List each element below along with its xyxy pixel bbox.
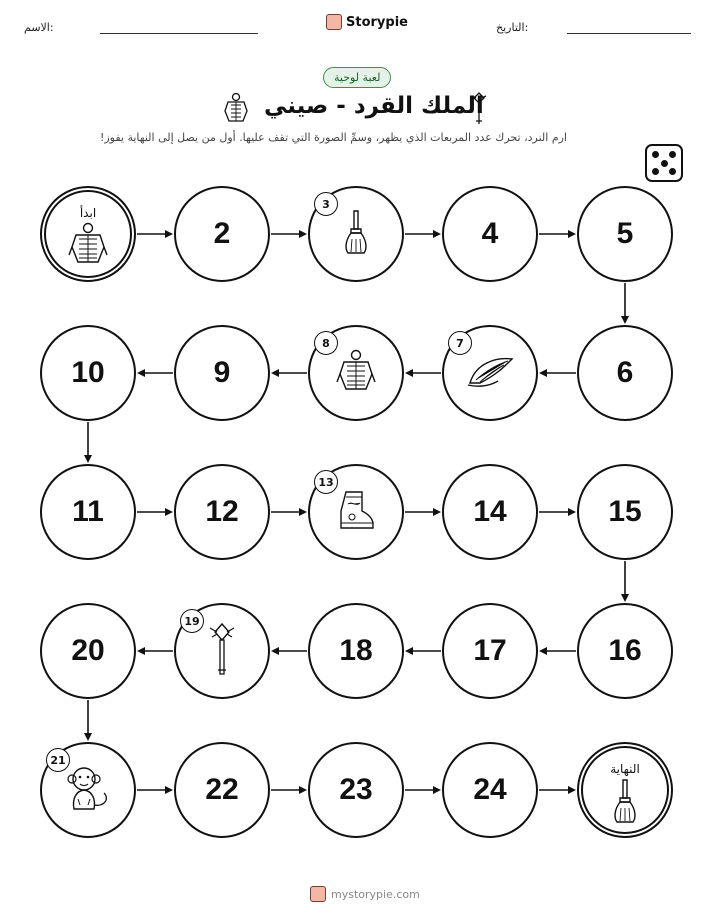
board-space[interactable] <box>174 325 270 421</box>
space-number: 18 <box>339 634 373 667</box>
space-number: 9 <box>213 356 231 389</box>
board-space[interactable] <box>577 464 673 560</box>
arrowhead <box>299 230 307 238</box>
space-number-badge: 13 <box>314 470 338 494</box>
space-number: 12 <box>205 495 239 528</box>
board-space[interactable] <box>308 464 404 560</box>
date-label: التاريخ: <box>496 21 529 34</box>
arrowhead <box>568 508 576 516</box>
arrowhead <box>165 230 173 238</box>
arrowhead <box>433 786 441 794</box>
board-space[interactable] <box>442 742 538 838</box>
board-space[interactable] <box>40 325 136 421</box>
arrowhead <box>84 733 92 741</box>
board-space[interactable] <box>577 325 673 421</box>
space-number: 15 <box>608 495 642 528</box>
staff-icon <box>208 622 236 680</box>
name-label: الاسم: <box>24 21 54 34</box>
space-number: 24 <box>473 773 507 806</box>
arrowhead <box>433 508 441 516</box>
space-number: 5 <box>616 217 634 250</box>
arrowhead <box>271 369 279 377</box>
board-space[interactable] <box>442 186 538 282</box>
feather-cap-icon <box>466 353 514 393</box>
arrowhead <box>621 316 629 324</box>
space-number: 6 <box>616 356 634 389</box>
board-space[interactable] <box>174 603 270 699</box>
arrowhead <box>568 230 576 238</box>
arrowhead <box>539 647 547 655</box>
arrowhead <box>405 369 413 377</box>
space-number-badge: 8 <box>314 331 338 355</box>
start-label: ابدأ <box>79 206 97 220</box>
arrowhead <box>405 647 413 655</box>
space-number: 22 <box>205 773 239 806</box>
arrowhead <box>433 230 441 238</box>
board-space[interactable] <box>308 742 404 838</box>
board-space[interactable] <box>40 603 136 699</box>
space-number-badge: 21 <box>46 748 70 772</box>
armor-icon <box>336 349 376 397</box>
board-space[interactable] <box>40 742 136 838</box>
arrowhead <box>137 647 145 655</box>
arrowhead <box>299 786 307 794</box>
board-space[interactable] <box>174 742 270 838</box>
board-space[interactable] <box>308 603 404 699</box>
space-number: 10 <box>71 356 105 389</box>
space-number: 23 <box>339 773 373 806</box>
arrowhead <box>621 594 629 602</box>
arrowhead <box>165 508 173 516</box>
footer-site[interactable]: mystorypie.com <box>331 887 420 901</box>
space-number: 16 <box>608 634 642 667</box>
space-number: 20 <box>71 634 105 667</box>
arrowhead <box>84 455 92 463</box>
brush-icon <box>610 778 640 828</box>
arrowhead <box>271 647 279 655</box>
space-number: 2 <box>213 217 231 250</box>
space-number-badge: 19 <box>180 609 204 633</box>
space-number: 17 <box>473 634 507 667</box>
brand-name: Storypie <box>346 14 408 30</box>
finish-space[interactable] <box>577 742 673 838</box>
board-space[interactable] <box>577 186 673 282</box>
start-space[interactable] <box>40 186 136 282</box>
board-space[interactable] <box>174 186 270 282</box>
space-number-badge: 3 <box>314 192 338 216</box>
armor-icon <box>68 222 108 270</box>
arrowhead <box>165 786 173 794</box>
board-space[interactable] <box>40 464 136 560</box>
boot-icon <box>336 489 376 535</box>
game-type-badge: لعبة لوحية <box>323 67 391 88</box>
board-space[interactable] <box>308 325 404 421</box>
board-space[interactable] <box>442 325 538 421</box>
instructions: ارم النرد، تحرك عدد المربعات الذي يظهر، وسمِّ الصورة التي تقف عليها. أول من يصل إلى النهاية يفوز! <box>99 131 567 144</box>
page-title: الملك القرد - صيني <box>264 93 484 119</box>
space-number-badge: 7 <box>448 331 472 355</box>
monkey-icon <box>64 765 112 815</box>
board-space[interactable] <box>174 464 270 560</box>
board-space[interactable] <box>308 186 404 282</box>
footer <box>310 886 420 902</box>
board-space[interactable] <box>442 464 538 560</box>
space-number: 11 <box>72 495 104 528</box>
board-space[interactable] <box>577 603 673 699</box>
arrowhead <box>137 369 145 377</box>
space-number: 14 <box>473 495 507 528</box>
finish-label: النهاية <box>610 762 640 776</box>
space-number: 4 <box>481 217 499 250</box>
storypie-logo-icon <box>310 886 326 902</box>
brush-icon <box>341 209 371 259</box>
board-space[interactable] <box>442 603 538 699</box>
arrowhead <box>539 369 547 377</box>
arrowhead <box>299 508 307 516</box>
arrowhead <box>568 786 576 794</box>
